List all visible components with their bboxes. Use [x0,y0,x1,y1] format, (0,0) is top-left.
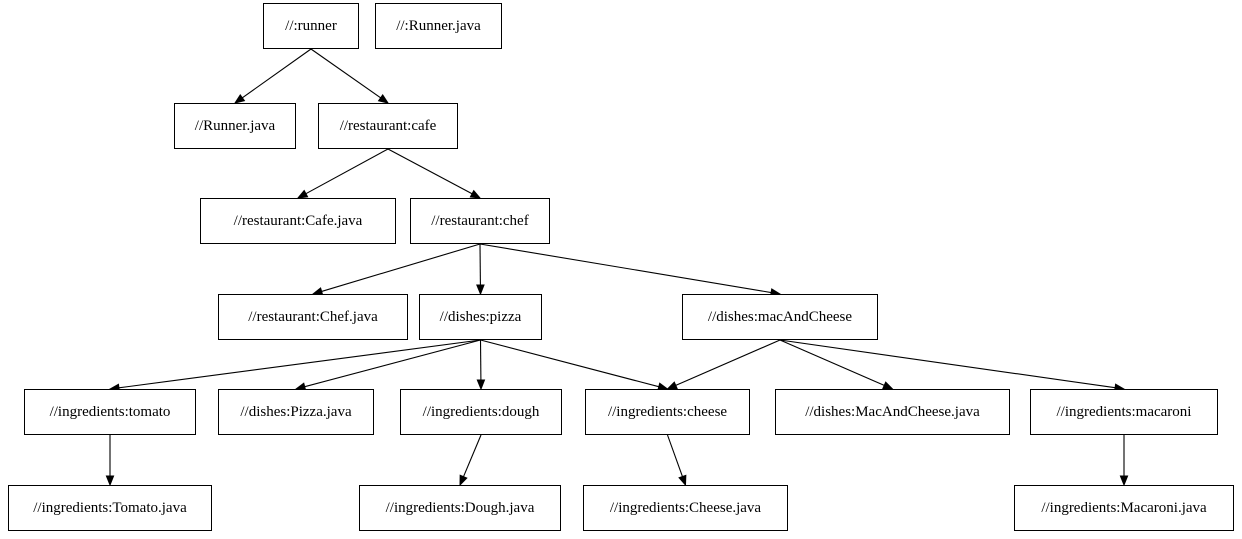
graph-edge-restaurant_chef-to-dishes_macandcheese [480,244,771,293]
graph-node-runner_java: //Runner.java [174,103,296,149]
graph-edge-restaurant_cafe-to-restaurant_chef [388,149,472,194]
graph-node-ingredients_cheese: //ingredients:cheese [585,389,750,435]
graph-edge-restaurant_chef-to-restaurant_chef_java [322,244,480,291]
graph-node-ingredients_tomato: //ingredients:tomato [24,389,196,435]
graph-arrowhead-ingredients_dough-to-ingredients_dough_java [460,475,467,485]
graph-edge-dishes_macandcheese-to-dishes_mac_java [780,340,884,385]
graph-node-dishes_mac_java: //dishes:MacAndCheese.java [775,389,1010,435]
graph-node-dishes_pizza_java: //dishes:Pizza.java [218,389,374,435]
graph-arrowhead-runner-to-restaurant_cafe [379,95,388,103]
graph-node-ingredients_macaroni_java: //ingredients:Macaroni.java [1014,485,1234,531]
graph-node-ingredients_dough_java: //ingredients:Dough.java [359,485,561,531]
graph-node-ingredients_macaroni: //ingredients:macaroni [1030,389,1218,435]
graph-arrowhead-ingredients_macaroni-to-ingredients_macaroni_java [1120,476,1127,485]
graph-node-ingredients_dough: //ingredients:dough [400,389,562,435]
graph-edge-dishes_pizza-to-ingredients_cheese [481,340,659,387]
graph-arrowhead-runner-to-runner_java [235,95,244,103]
graph-node-restaurant_cafe: //restaurant:cafe [318,103,458,149]
graph-node-restaurant_chef: //restaurant:chef [410,198,550,244]
graph-arrowhead-dishes_macandcheese-to-dishes_mac_java [883,382,893,389]
graph-edge-restaurant_cafe-to-restaurant_cafe_java [306,149,388,194]
graph-edge-ingredients_cheese-to-ingredients_cheese_java [668,435,683,477]
graph-edge-ingredients_dough-to-ingredients_dough_java [463,435,481,477]
graph-arrowhead-ingredients_cheese-to-ingredients_cheese_java [679,475,686,485]
graph-arrowhead-restaurant_cafe-to-restaurant_chef [470,191,480,198]
graph-edge-dishes_macandcheese-to-ingredients_macaroni [780,340,1115,388]
graph-node-restaurant_cafe_java: //restaurant:Cafe.java [200,198,396,244]
graph-arrowhead-ingredients_tomato-to-ingredients_tomato_java [106,476,113,485]
graph-node-runner_java_root: //:Runner.java [375,3,502,49]
graph-node-dishes_macandcheese: //dishes:macAndCheese [682,294,878,340]
graph-node-dishes_pizza: //dishes:pizza [419,294,542,340]
graph-arrowhead-dishes_pizza-to-ingredients_dough [477,380,484,389]
graph-node-ingredients_tomato_java: //ingredients:Tomato.java [8,485,212,531]
graph-edge-runner-to-runner_java [242,49,311,98]
graph-node-runner: //:runner [263,3,359,49]
graph-arrowhead-restaurant_cafe-to-restaurant_cafe_java [298,191,308,198]
graph-edge-runner-to-restaurant_cafe [311,49,381,98]
graph-edge-dishes_pizza-to-ingredients_tomato [119,340,481,388]
graph-arrowhead-restaurant_chef-to-dishes_pizza [477,285,484,294]
graph-node-ingredients_cheese_java: //ingredients:Cheese.java [583,485,788,531]
graph-node-restaurant_chef_java: //restaurant:Chef.java [218,294,408,340]
graph-arrowhead-dishes_macandcheese-to-ingredients_cheese [668,382,678,389]
graph-edge-dishes_macandcheese-to-ingredients_cheese [676,340,780,385]
graph-edge-dishes_pizza-to-dishes_pizza_java [305,340,481,387]
